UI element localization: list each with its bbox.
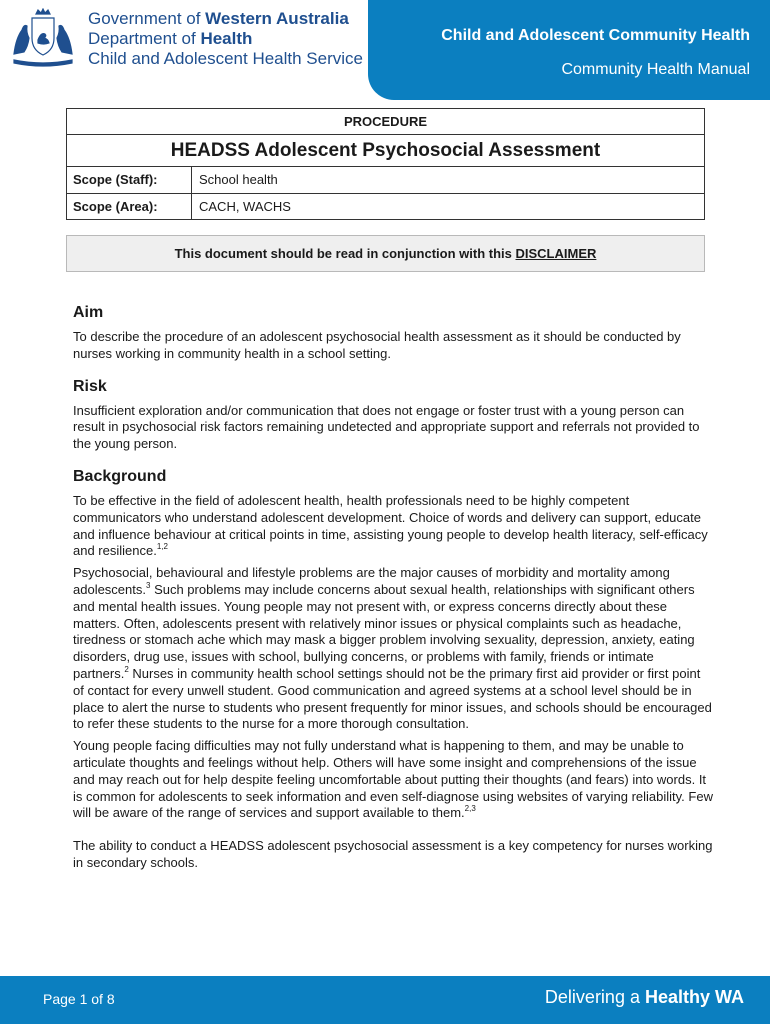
procedure-title: HEADSS Adolescent Psychosocial Assessment <box>67 135 704 167</box>
banner-subtitle: Community Health Manual <box>561 61 750 78</box>
scope-area-label: Scope (Area): <box>67 194 192 219</box>
disclaimer-link[interactable]: DISCLAIMER <box>515 246 597 261</box>
footer-tagline: Delivering a Healthy WA <box>544 987 744 1007</box>
government-identity <box>88 9 363 69</box>
background-section <box>73 467 713 872</box>
background-paragraph-2: Psychosocial, behavioural and lifestyle problems are the major causes of morbidity and mortality among adolescents.$^3$ Such problems may include concerns about sexual health, relationships with significant others and mental health issues. Young people may not present with, or express concerns directly about these matters. Often, adolescents present with relatively minor issues or physical complaints such as headache, tiredness or stomach ache which may mask a bigger problem involving sexuality, depression, anxiety, eating disorders, drug use, issues with school, bullying concerns, or problems with family, friends or intimate partners.$^2$ Nurses in community health school settings should not be the primary first aid provider or first point of contact for every unwell student. Good communication and agreed systems at a school level should be in place to alert the nurse to students who present frequently for minor issues, and schools should be encouraged to refer these students to the nurse for a more thorough consultation. <box>73 565 712 732</box>
government-line: Government of Western Australia <box>88 9 349 28</box>
department-line: Department of Health <box>88 29 253 48</box>
procedure-table <box>66 108 705 220</box>
page-number: Page 1 of 8 <box>43 991 115 1007</box>
aim-text: To describe the procedure of an adolescent psychosocial health assessment as it should be conducted by nurses working in community health in a school setting. <box>73 329 681 361</box>
document-body <box>73 303 713 872</box>
risk-text: Insufficient exploration and/or communication that does not engage or foster trust with a young person can result in psychosocial risk factors remaining undetected and appropriate support and referrals not provided to the young person. <box>73 402 700 452</box>
citation: 2 <box>124 664 129 674</box>
background-paragraph-3: Young people facing difficulties may not fully understand what is happening to them, and may be unable to articulate thoughts and feelings without help. Others will have some insight and comprehensions of the issue and may reach out for help despite feeling uncomfortable about putting their thoughts (and fears) into words. It is common for adolescents to seek information and even self-diagnose using websites of varying reliability. Few will be aware of the range of services and support available to them.$^{2,3}$ <box>73 738 713 821</box>
citation: 3 <box>146 580 151 590</box>
citation: 1,2 <box>156 542 168 552</box>
aim-heading: Aim <box>73 304 104 321</box>
disclaimer-text: This document should be read in conjunction with this <box>174 246 516 261</box>
page-footer <box>0 976 770 1024</box>
risk-section <box>73 377 713 453</box>
background-paragraph-4: The ability to conduct a HEADSS adolescent psychosocial assessment is a key competency for nurses working in secondary schools. <box>73 838 713 870</box>
scope-area-row <box>67 193 704 219</box>
scope-staff-value: School health <box>199 172 278 187</box>
background-paragraph-1: To be effective in the field of adolescent health, health professionals need to be highly competent communicators who understand adolescent development. Choice of words and delivery can support, educate and influence behaviour at critical points in time, assisting young people to develop health literacy, self-efficacy and resilience.$^{1,2}$ <box>73 492 708 559</box>
aim-section <box>73 303 713 363</box>
risk-heading: Risk <box>73 377 107 395</box>
procedure-heading: PROCEDURE <box>67 109 704 135</box>
scope-area-value: CACH, WACHS <box>199 199 291 214</box>
service-line: Child and Adolescent Health Service <box>88 49 363 68</box>
wa-government-crest-icon <box>8 8 78 68</box>
scope-staff-label: Scope (Staff): <box>67 167 192 193</box>
scope-staff-row <box>67 167 704 193</box>
page-header <box>0 0 770 100</box>
citation: 2,3 <box>464 804 476 814</box>
disclaimer-box <box>66 235 705 272</box>
banner-title: Child and Adolescent Community Health <box>441 27 750 44</box>
background-heading: Background <box>73 467 167 485</box>
header-banner <box>368 0 770 100</box>
